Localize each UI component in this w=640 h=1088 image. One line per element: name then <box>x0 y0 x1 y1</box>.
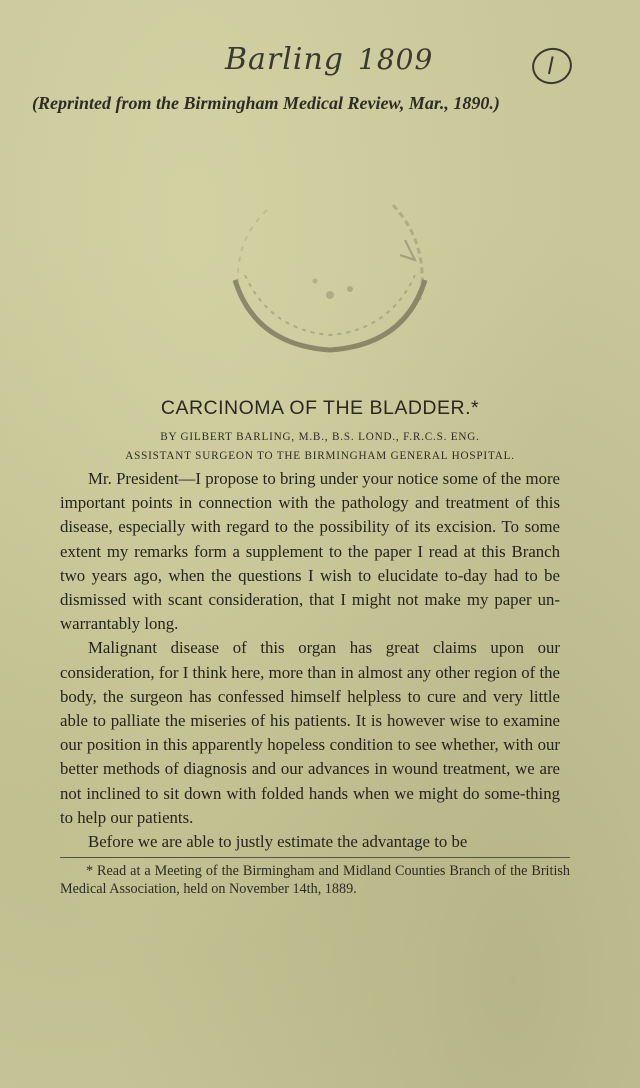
footnote <box>60 862 570 898</box>
reprint-note: (Reprinted from the Birmingham Medical Review, Mar., 1890.) <box>32 93 500 113</box>
author-line: BY GILBERT BARLING, M.B., B.S. LOND., F.R.C.S. ENG. <box>160 431 480 443</box>
body-paragraph: Malignant disease of this organ has great claims upon our consideration, for I think here, more than in almost any other region of the body, the surgeon has confessed himself helpless to cure and very little able to palliate the miseries of his patients. It is however wise to examine our position in this apparently hopeless condition to see whether, with our better methods of diagnosis and our advances in wound treatment, we are not inclined to sit down with folded hands when we might do some-thing to help our patients. <box>60 638 560 827</box>
annotation-circle-mark <box>529 44 576 88</box>
library-stamp-icon <box>215 185 445 365</box>
annotation-year: 1809 <box>358 43 434 76</box>
handwritten-annotation <box>225 42 433 77</box>
body-paragraph: Mr. President—I propose to bring under your notice some of the more important points in connection with the pathology and treatment of this disease, especially with regard to the possibility of its excision. To some extent my remarks form a supplement to the paper I read at this Branch two years ago, when the questions I wish to elucidate to-day had to be dismissed with scant consideration, that I might not make my paper un-warrantably long. <box>60 469 560 634</box>
article-title: CARCINOMA OF THE BLADDER.* <box>160 397 480 419</box>
position-line: ASSISTANT SURGEON TO THE BIRMINGHAM GENERAL HOSPITAL. <box>125 450 515 462</box>
byline <box>0 428 640 466</box>
footnote-divider <box>60 857 570 858</box>
article-body <box>60 467 560 854</box>
annotation-name: Barling <box>225 42 344 77</box>
body-paragraph: Before we are able to justly estimate the advantage to be <box>88 832 468 852</box>
footnote-text: * Read at a Meeting of the Birmingham and Midland Counties Branch of the British Medical Association, held on November 14th, 1889. <box>60 863 570 897</box>
